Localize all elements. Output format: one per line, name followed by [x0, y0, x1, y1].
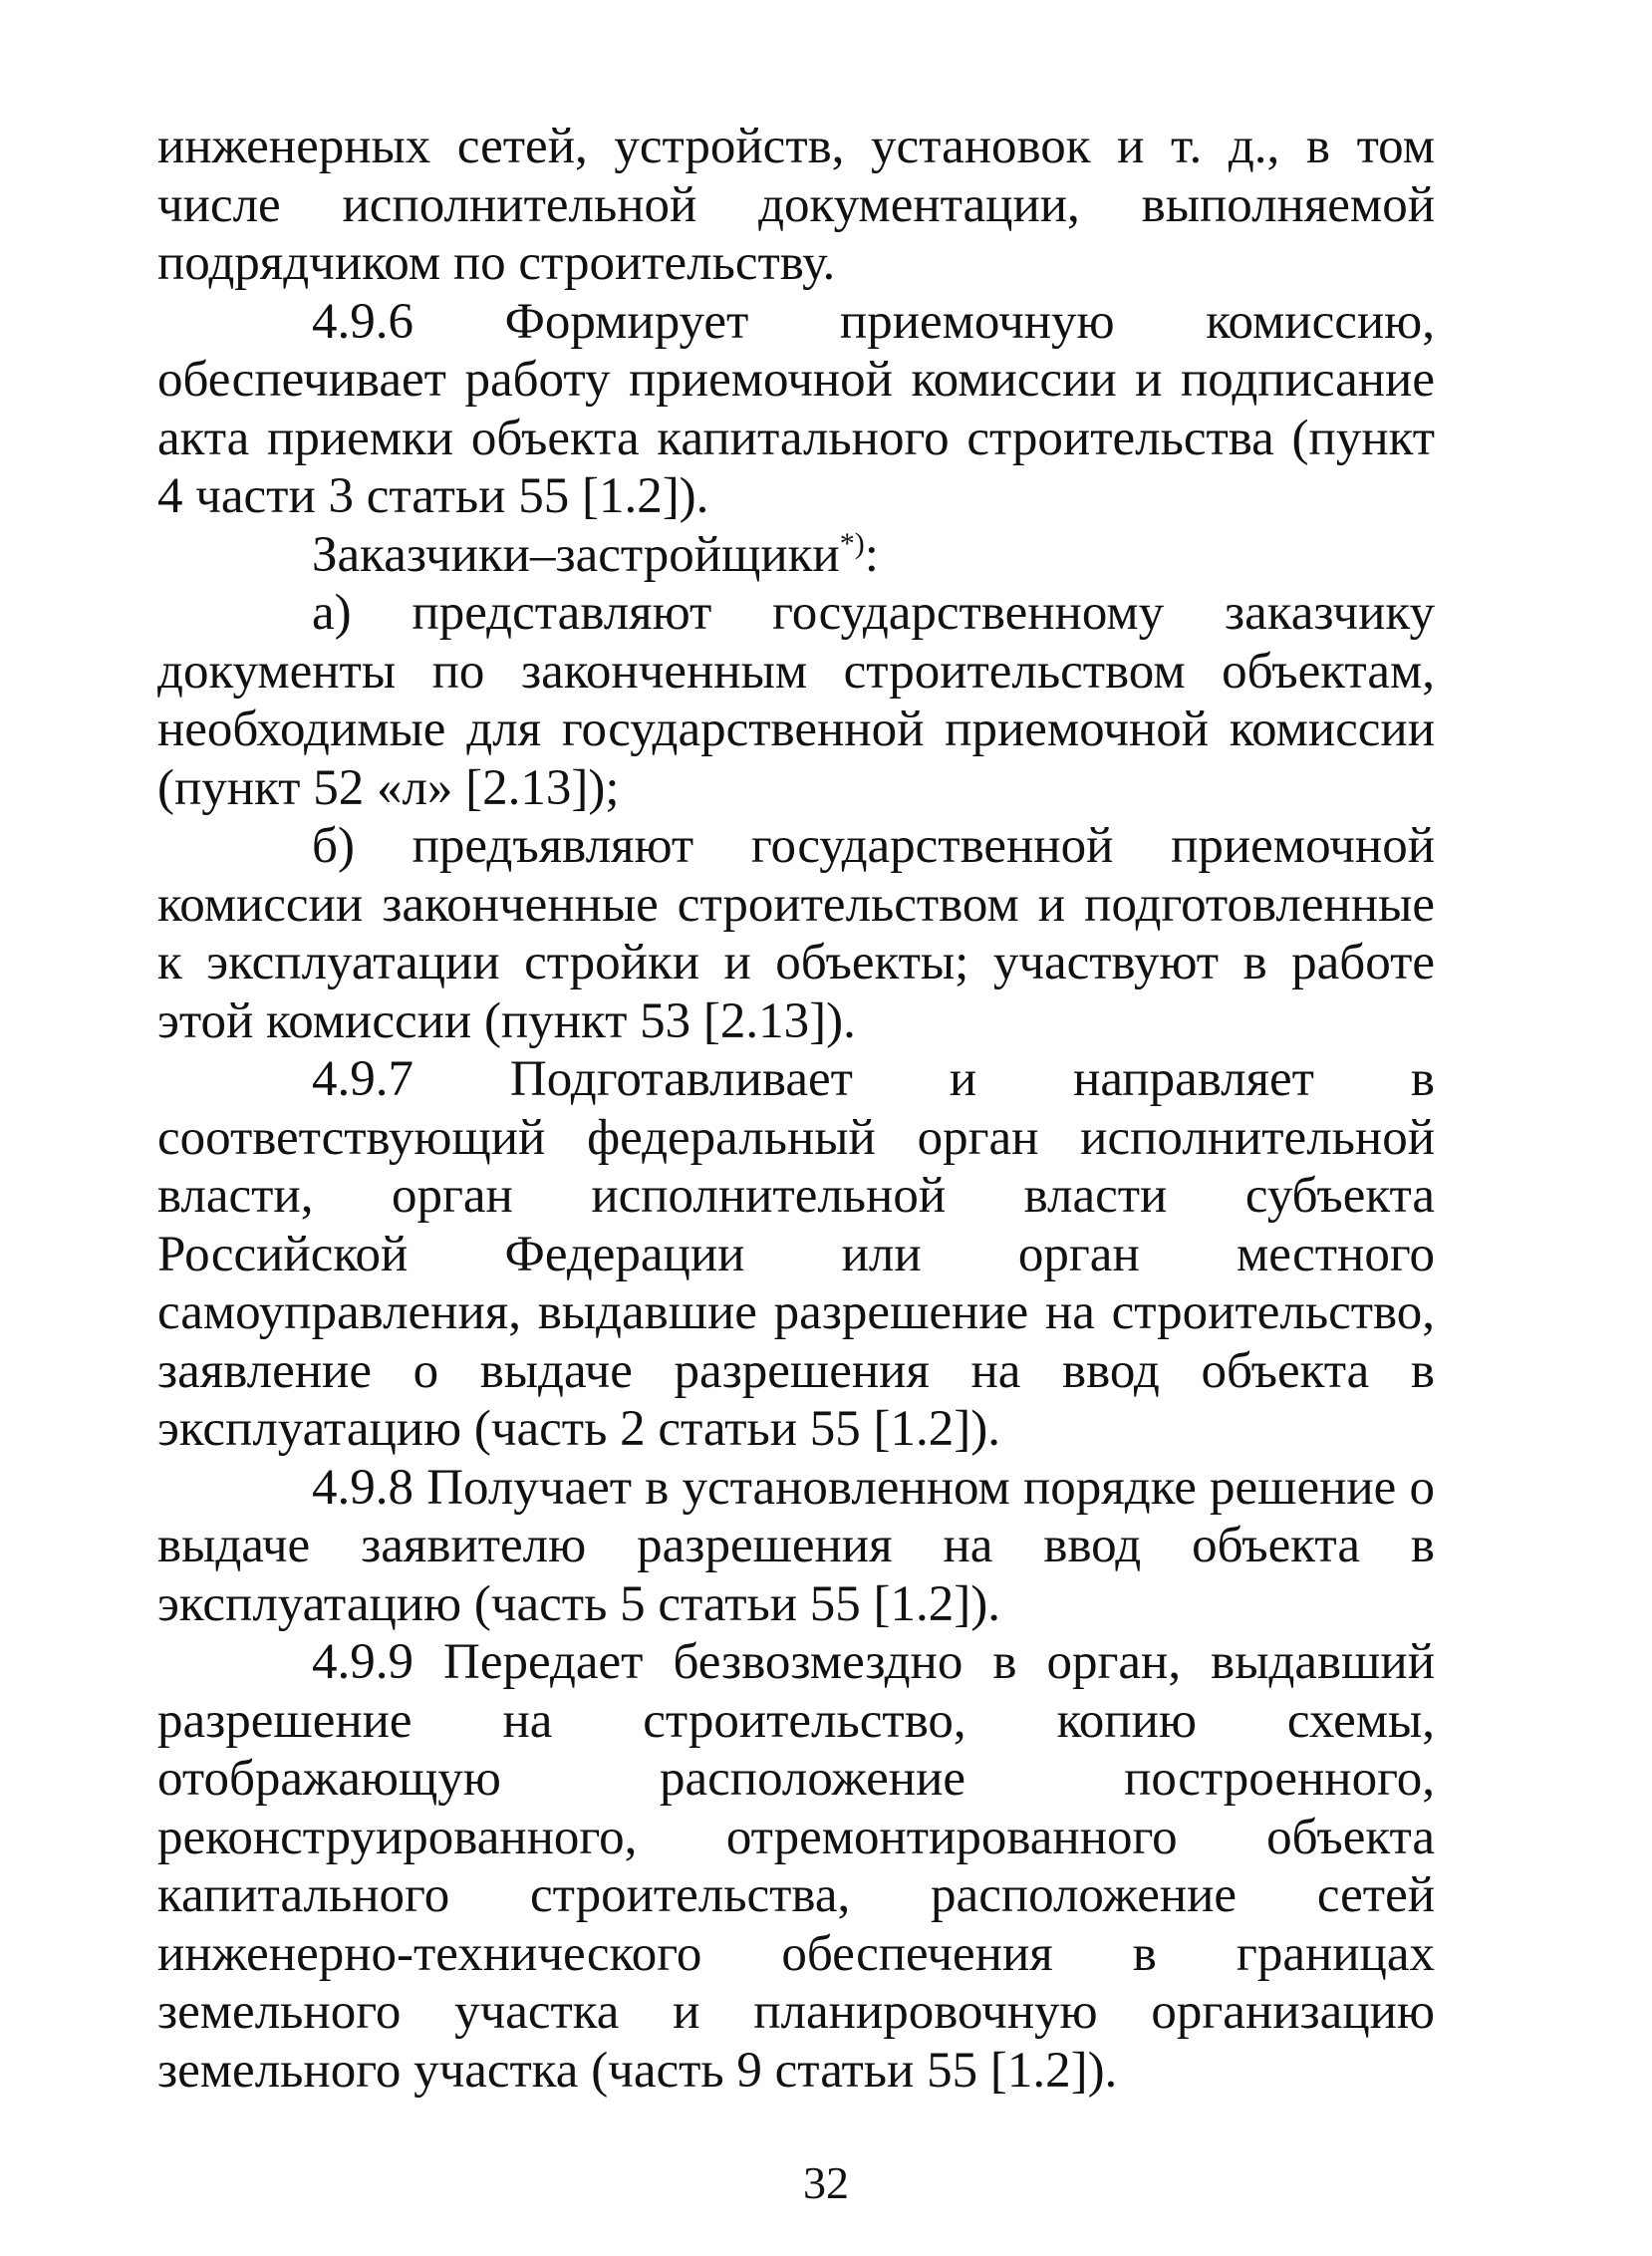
- paragraph-4-9-8: 4.9.8 Получает в установленном порядке решение о выдаче заявителю разрешения на ввод объекта в эксплуатацию (часть 5 статьи 55 [1.2]).: [157, 1459, 1435, 1632]
- body-text: [157, 118, 1435, 2100]
- paragraph-continuation: инженерных сетей, устройств, установок и т. д., в том числе исполнительной документации, выполняемой подрядчиком по строительству.: [157, 119, 1435, 291]
- footnote-marker: *): [839, 526, 865, 560]
- paragraph-4-9-9: 4.9.9 Передает безвозмездно в орган, выдавший разрешение на строительство, копию схемы, отображающую расположение построенного, реконструированного, отремонтированного объекта капитального строительства, расположение сетей инженерно-технического обеспечения в границах земельного участка и планировочную организацию земельного участка (часть 9 статьи 55 [1.2]).: [157, 1634, 1435, 2099]
- page-number: 32: [803, 2157, 849, 2208]
- paragraph-4-9-6: 4.9.6 Формирует приемочную комиссию, обеспечивает работу приемочной комиссии и подписание акта приемки объекта капитального строительства (пункт 4 части 3 статьи 55 [1.2]).: [157, 293, 1435, 524]
- customer-developers-heading: [157, 526, 1435, 585]
- list-item-a: а) представляют государственному заказчику документы по законченным строительством объектам, необходимые для государственной приемочной комиссии (пункт 52 «л» [2.13]);: [157, 585, 1435, 816]
- list-item-b: б) предъявляют государственной приемочной комиссии законченные строительством и подготовленные к эксплуатации стройки и объекты; участвуют в работе этой комиссии (пункт 53 [2.13]).: [157, 818, 1435, 1049]
- heading-colon: :: [864, 526, 879, 583]
- customer-developers-label: Заказчики–застройщики: [312, 526, 840, 583]
- paragraph-4-9-7: 4.9.7 Подготавливает и направляет в соответствующий федеральный орган исполнительной власти, орган исполнительной власти субъекта Российской Федерации или орган местного самоуправления, выдавшие разрешение на строительство, заявление о выдаче разрешения на ввод объекта в эксплуатацию (часть 2 статьи 55 [1.2]).: [157, 1051, 1435, 1457]
